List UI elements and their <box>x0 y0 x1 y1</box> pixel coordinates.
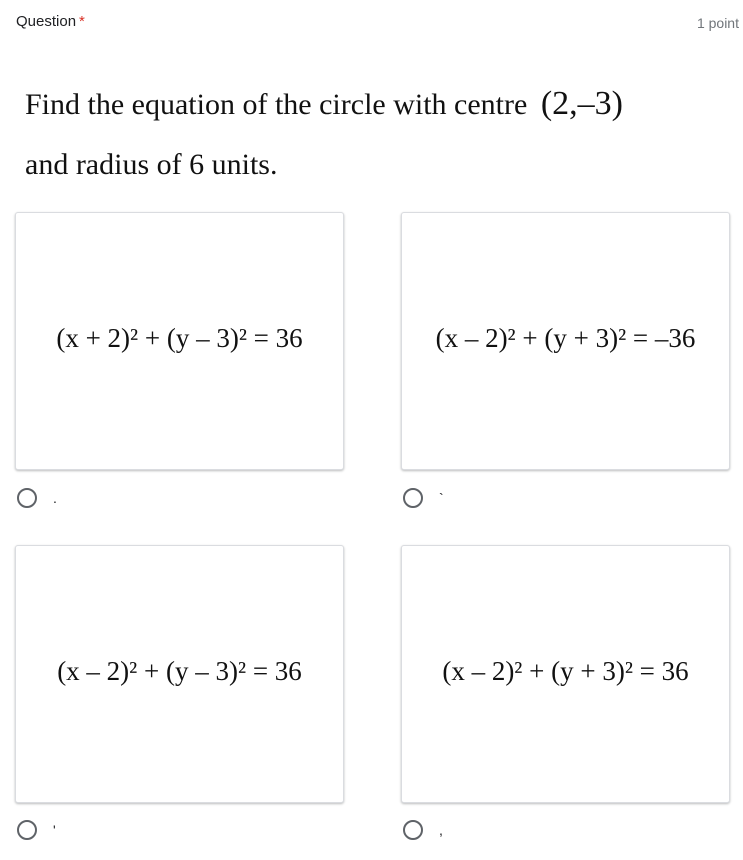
radio-button[interactable] <box>403 488 423 508</box>
radio-button[interactable] <box>403 820 423 840</box>
option-label: . <box>53 490 57 506</box>
option-equation: (x – 2)² + (y + 3)² = 36 <box>442 656 689 686</box>
option-equation: (x + 2)² + (y – 3)² = 36 <box>56 323 303 353</box>
option-label: , <box>439 822 443 838</box>
option-equation: (x – 2)² + (y – 3)² = 36 <box>57 656 302 686</box>
question-prompt <box>25 74 737 195</box>
question-header <box>0 0 743 46</box>
option-equation: (x – 2)² + (y + 3)² = –36 <box>435 323 696 353</box>
option-choice-3[interactable] <box>17 817 56 843</box>
option-card-4[interactable] <box>401 545 730 803</box>
option-label: ` <box>439 490 444 506</box>
question-label: Question <box>16 13 77 30</box>
question-line-2: and radius of 6 units. <box>25 148 278 181</box>
question-line-1 <box>25 74 737 135</box>
radio-button[interactable] <box>17 488 37 508</box>
option-label: ' <box>53 822 56 838</box>
option-choice-2[interactable] <box>403 485 444 511</box>
radio-button[interactable] <box>17 820 37 840</box>
option-choice-1[interactable] <box>17 485 57 511</box>
option-choice-4[interactable] <box>403 817 443 843</box>
option-card-1[interactable] <box>15 212 344 470</box>
question-title <box>16 13 85 30</box>
option-card-2[interactable] <box>401 212 730 470</box>
points-label: 1 point <box>696 15 739 31</box>
question-centre: (2,–3) <box>540 85 623 122</box>
required-asterisk: * <box>79 13 85 30</box>
option-card-3[interactable] <box>15 545 344 803</box>
question-text: Find the equation of the circle with centre <box>25 88 528 121</box>
